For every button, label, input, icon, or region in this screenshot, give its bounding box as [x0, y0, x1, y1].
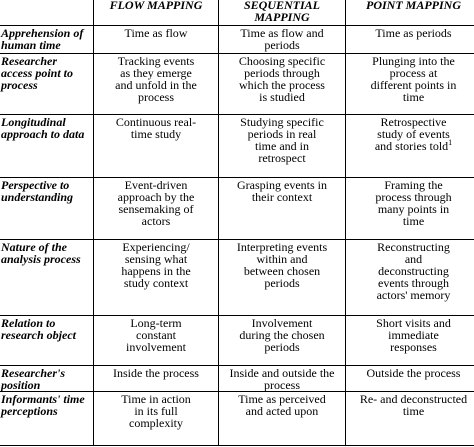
table-row [0, 26, 474, 54]
table-cell: Framing the process through many points in time [346, 178, 474, 240]
table-cell: Reconstructing and deconstructing events through actors' memory [346, 240, 474, 316]
table-row [0, 54, 474, 115]
header-point-mapping: POINT MAPPING [346, 0, 474, 26]
header-corner-cell [0, 0, 94, 26]
table-cell: Time in action in its full complexity [94, 392, 219, 446]
table-cell: Outside the process [346, 366, 474, 392]
table-cell: Inside and outside the process [219, 366, 346, 392]
table-cell: Inside the process [94, 366, 219, 392]
table-cell: Tracking events as they emerge and unfold in the process [94, 54, 219, 115]
table-cell: Re- and deconstructed time [346, 392, 474, 446]
table-cell: Long-term constant involvement [94, 316, 219, 366]
table-row [0, 316, 474, 366]
header-sequential-mapping: SEQUENTIAL MAPPING [219, 0, 346, 26]
table-cell: Studying specific periods in real time and in retrospect [219, 115, 346, 178]
row-label: Researcher access point to process [0, 54, 94, 115]
row-label: Informants' time perceptions [0, 392, 94, 446]
table-cell: Time as flow [94, 26, 219, 54]
row-label: Longitudinal approach to data [0, 115, 94, 178]
header-row [0, 0, 474, 26]
row-label: Apprehension of human time [0, 26, 94, 54]
table-row [0, 240, 474, 316]
table-cell: Continuous real- time study [94, 115, 219, 178]
table-cell: Involvement during the chosen periods [219, 316, 346, 366]
row-label: Nature of the analysis process [0, 240, 94, 316]
table-cell: Event-driven approach by the sensemaking of actors [94, 178, 219, 240]
table-row [0, 115, 474, 178]
header-flow-mapping: FLOW MAPPING [94, 0, 219, 26]
table-row [0, 178, 474, 240]
table-cell: Grasping events in their context [219, 178, 346, 240]
table-cell: Interpreting events within and between chosen periods [219, 240, 346, 316]
table-cell: Time as perceived and acted upon [219, 392, 346, 446]
table-cell: Experiencing/ sensing what happens in the study context [94, 240, 219, 316]
table-row [0, 366, 474, 392]
table-cell: Time as periods [346, 26, 474, 54]
table-cell: Retrospective study of events and stories told$^1$ [346, 115, 474, 178]
table-cell: Time as flow and periods [219, 26, 346, 54]
table-cell: Short visits and immediate responses [346, 316, 474, 366]
table-cell: Plunging into the process at different points in time [346, 54, 474, 115]
row-label: Relation to research object [0, 316, 94, 366]
footnote-marker: 1 [448, 138, 453, 147]
table-cell: Choosing specific periods through which the process is studied [219, 54, 346, 115]
row-label: Perspective to understanding [0, 178, 94, 240]
row-label: Researcher's position [0, 366, 94, 392]
table-row [0, 392, 474, 446]
